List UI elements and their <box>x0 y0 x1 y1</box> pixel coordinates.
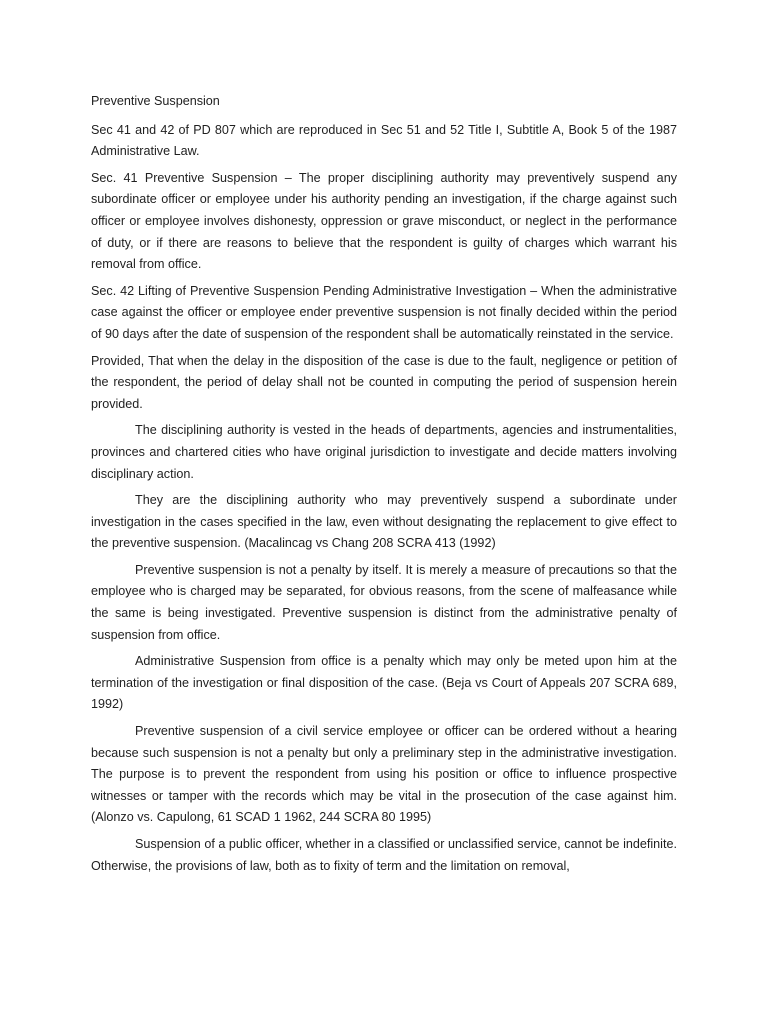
document-title: Preventive Suspension <box>91 94 220 108</box>
paragraph-sec41: Sec. 41 Preventive Suspension – The proper disciplining authority may preventively suspend any subordinate officer or employee under his authority pending an investigation, if the charge against such officer or employee involves dishonesty, oppression or grave misconduct, or neglect in the performance of duty, or if there are reasons to believe that the respondent is guilty of charges which warrant his removal from office. <box>91 170 677 272</box>
paragraph-indefinite-suspension: Suspension of a public officer, whether in a classified or unclassified service, cannot be indefinite. Otherwise, the provisions of law, both as to fixity of term and the limitation on removal, <box>91 837 677 873</box>
paragraph-disciplining-authority: The disciplining authority is vested in the heads of departments, agencies and instrumentalities, provinces and chartered cities who have original jurisdiction to investigate and decide matters involving disciplinary action. <box>91 423 677 481</box>
paragraph-administrative-suspension: Administrative Suspension from office is a penalty which may only be meted upon him at the termination of the investigation or final disposition of the case. (Beja vs Court of Appeals 207 SCRA 689, 1992) <box>91 654 677 712</box>
paragraph-sec42: Sec. 42 Lifting of Preventive Suspension Pending Administrative Investigation – When the administrative case against the officer or employee ender preventive suspension is not finally decided within the period of 90 days after the date of suspension of the respondent shall be automatically reinstated in the service. <box>91 283 677 341</box>
paragraph-not-a-penalty: Preventive suspension is not a penalty by itself. It is merely a measure of precautions so that the employee who is charged may be separated, for obvious reasons, from the scene of malfeasance while the same is being investigated. Preventive suspension is distinct from the administrative penalty of suspension from office. <box>91 562 677 642</box>
paragraph-macalincag: They are the disciplining authority who may preventively suspend a subordinate under investigation in the cases specified in the law, even without designating the replacement to give effect to the preventive suspension. (Macalincag vs Chang 208 SCRA 413 (1992) <box>91 493 677 551</box>
paragraph-sec41-42-reference: Sec 41 and 42 of PD 807 which are reproduced in Sec 51 and 52 Title I, Subtitle A, Book 5 of the 1987 Administrative Law. <box>91 122 677 159</box>
paragraph-alonzo: Preventive suspension of a civil service employee or officer can be ordered without a hearing because such suspension is not a penalty but only a preliminary step in the administrative investigation. The purpose is to prevent the respondent from using his position or office to influence prospective witnesses or tamper with the records which may be vital in the prosecution of the case against him. (Alonzo vs. Capulong, 61 SCAD 1 1962, 244 SCRA 80 1995) <box>91 724 677 825</box>
paragraph-proviso: Provided, That when the delay in the disposition of the case is due to the fault, negligence or petition of the respondent, the period of delay shall not be counted in computing the period of suspension herein provided. <box>91 353 677 411</box>
